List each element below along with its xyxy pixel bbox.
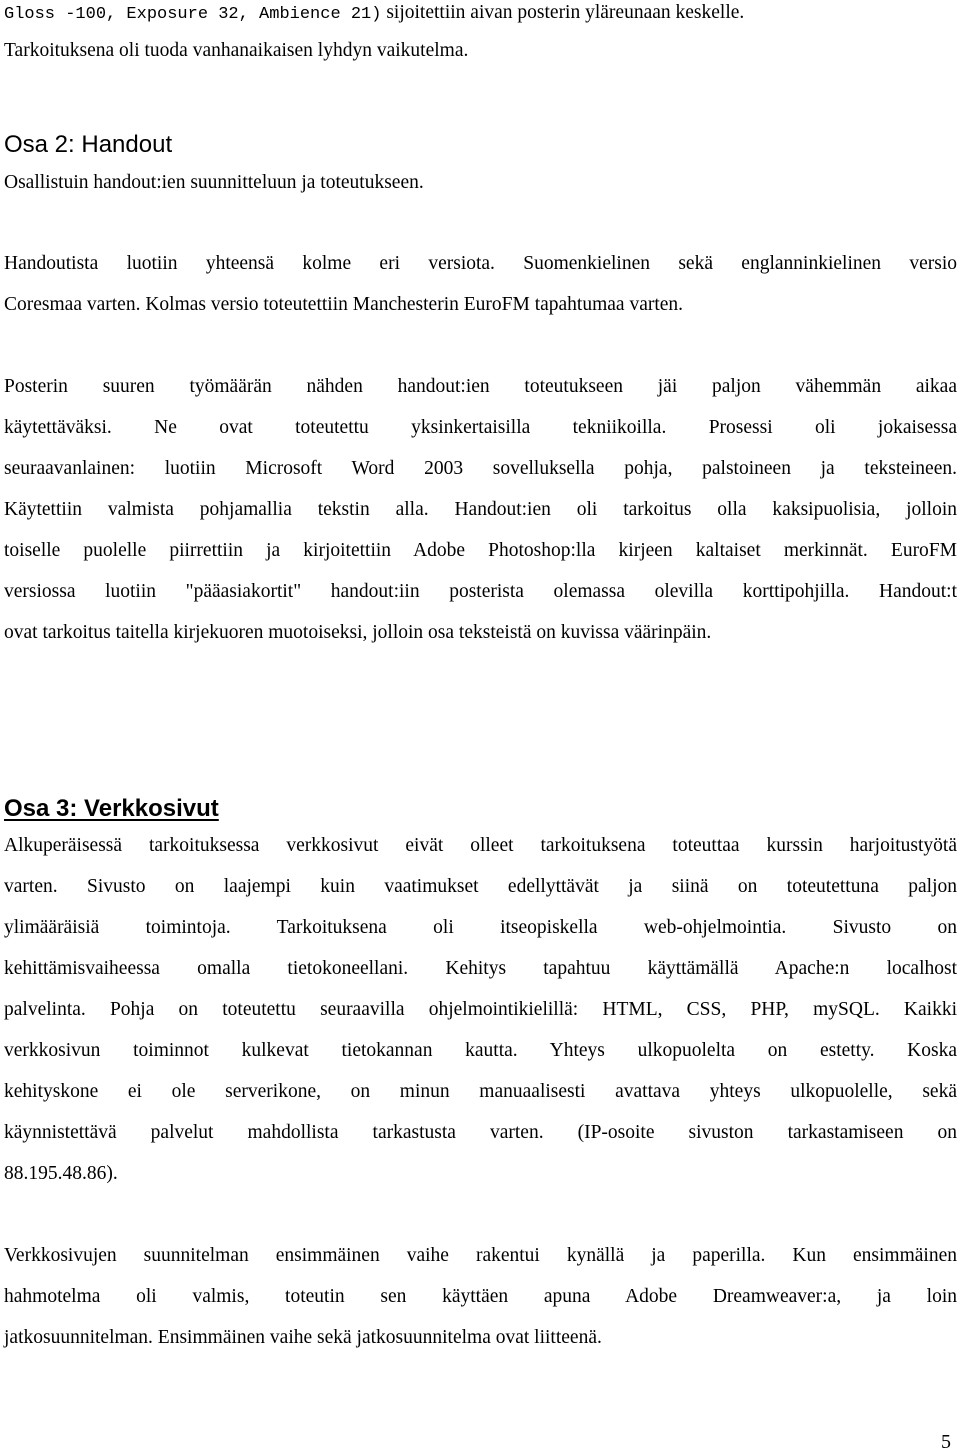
paragraph-line: hahmotelma oli valmis, toteutin sen käyttäen apuna Adobe Dreamweaver:a, ja loin: [4, 1286, 957, 1307]
paragraph-line: Handoutista luotiin yhteensä kolme eri versiota. Suomenkielinen sekä englanninkielinen versio: [4, 253, 957, 274]
paragraph-line: jatkosuunnitelman. Ensimmäinen vaihe sekä jatkosuunnitelma ovat liitteenä.: [4, 1327, 602, 1348]
intro-line-1: [4, 0, 957, 30]
section-2-paragraph-1: [4, 251, 957, 333]
paragraph-line: Posterin suuren työmäärän nähden handout:ien toteutukseen jäi paljon vähemmän aikaa: [4, 376, 957, 397]
paragraph-line: palvelinta. Pohja on toteutettu seuraavilla ohjelmointikielillä: HTML, CSS, PHP, mySQL. Kaikki: [4, 999, 957, 1020]
paragraph-line: Käytettiin valmista pohjamallia tekstin alla. Handout:ien oli tarkoitus olla kaksipuolisia, jolloin: [4, 499, 957, 520]
paragraph-line: varten. Sivusto on laajempi kuin vaatimukset edellyttävät ja siinä on toteutettuna paljon: [4, 876, 957, 897]
paragraph-line: Coresmaa varten. Kolmas versio toteutettiin Manchesterin EuroFM tapahtumaa varten.: [4, 294, 684, 315]
section-3-paragraph-1: [4, 833, 957, 1202]
section-2-title: Osa 2: Handout: [4, 131, 173, 158]
section-2-paragraph-2: [4, 374, 957, 661]
section-2-intro: Osallistuin handout:ien suunnitteluun ja toteutukseen.: [4, 172, 424, 193]
paragraph-line: ovat tarkoitus taitella kirjekuoren muotoiseksi, jolloin osa teksteistä on kuvissa väärinpäin.: [4, 622, 712, 643]
intro-serif-text: sijoitettiin aivan posterin yläreunaan keskelle.: [381, 2, 745, 23]
paragraph-line: versiossa luotiin "pääasiakortit" handout:iin posterista olemassa olevilla korttipohjilla. Handout:t: [4, 581, 957, 602]
paragraph-line: käytettäväksi. Ne ovat toteutettu yksinkertaisilla tekniikoilla. Prosessi oli jokaisessa: [4, 417, 957, 438]
section-3-paragraph-2: [4, 1243, 957, 1366]
paragraph-line: kehittämisvaiheessa omalla tietokoneellani. Kehitys tapahtuu käyttämällä Apache:n localhost: [4, 958, 957, 979]
intro-line-2: Tarkoituksena oli tuoda vanhanaikaisen lyhdyn vaikutelma.: [4, 40, 469, 61]
paragraph-line: verkkosivun toiminnot kulkevat tietokannan kautta. Yhteys ulkopuolelta on estetty. Koska: [4, 1040, 957, 1061]
paragraph-line: 88.195.48.86).: [4, 1163, 118, 1184]
paragraph-line: toiselle puolelle piirrettiin ja kirjoitettiin Adobe Photoshop:lla kirjeen kaltaiset merkinnät. EuroFM: [4, 540, 957, 561]
page-number: 5: [941, 1431, 951, 1453]
paragraph-line: kehityskone ei ole serverikone, on minun manuaalisesti avattava yhteys ulkopuolelle, sekä: [4, 1081, 957, 1102]
section-3-title: Osa 3: Verkkosivut: [4, 795, 219, 822]
paragraph-line: seuraavanlainen: luotiin Microsoft Word 2003 sovelluksella pohja, palstoineen ja teksteineen.: [4, 458, 957, 479]
paragraph-line: käynnistettävä palvelut mahdollista tarkastusta varten. (IP-osoite sivuston tarkastamiseen on: [4, 1122, 957, 1143]
paragraph-line: ylimääräisiä toimintoja. Tarkoituksena oli itseopiskella web-ohjelmointia. Sivusto on: [4, 917, 957, 938]
intro-mono-text: Gloss -100, Exposure 32, Ambience 21): [4, 5, 382, 24]
paragraph-line: Verkkosivujen suunnitelman ensimmäinen vaihe rakentui kynällä ja paperilla. Kun ensimmäinen: [4, 1245, 957, 1266]
paragraph-line: Alkuperäisessä tarkoituksessa verkkosivut eivät olleet tarkoituksena toteuttaa kurssin harjoitustyötä: [4, 835, 957, 856]
document-page: [4, 0, 957, 1451]
